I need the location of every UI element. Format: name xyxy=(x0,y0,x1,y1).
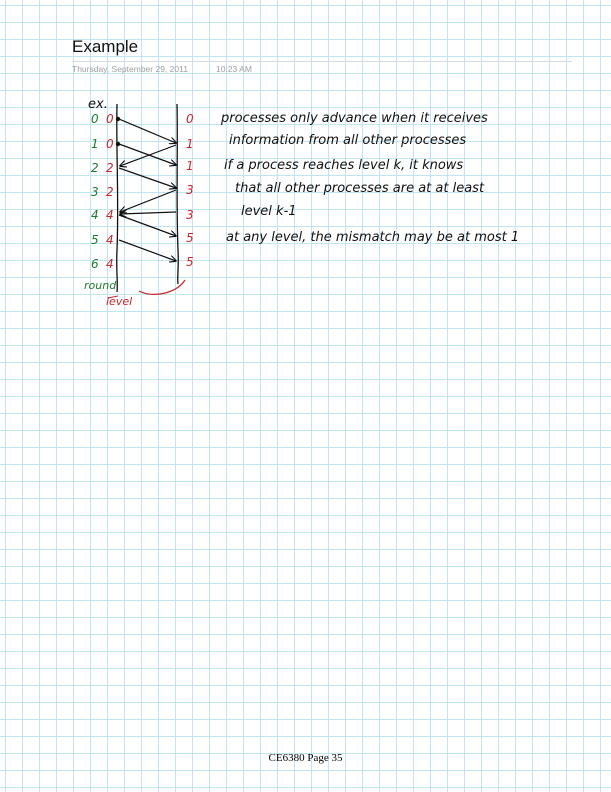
message-arrow xyxy=(119,168,176,188)
round-number: 4 xyxy=(91,208,99,222)
round-number: 0 xyxy=(91,112,99,126)
note-line: level k-1 xyxy=(241,204,297,219)
right-level-number: 5 xyxy=(186,231,194,245)
right-level-number: 3 xyxy=(186,208,194,222)
right-level-number: 3 xyxy=(186,183,194,197)
message-arrow xyxy=(120,190,176,212)
message-arrow xyxy=(120,145,176,166)
note-time: 10:23 AM xyxy=(216,64,252,74)
left-level-number: 0 xyxy=(106,137,114,151)
right-level-number: 0 xyxy=(186,112,194,126)
message-arrow xyxy=(119,119,176,143)
note-line: information from all other processes xyxy=(229,133,467,148)
note-date: Thursday, September 29, 2011 xyxy=(72,64,188,74)
message-arrow xyxy=(119,240,176,261)
round-number: 2 xyxy=(91,161,99,175)
message-arrow xyxy=(120,212,176,214)
left-level-number: 2 xyxy=(106,185,114,199)
process-timeline-left xyxy=(117,104,118,292)
left-level-number: 4 xyxy=(106,208,114,222)
left-level-number: 2 xyxy=(106,161,114,175)
page-footer: CE6380 Page 35 xyxy=(268,752,343,764)
round-axis-label: round xyxy=(84,279,117,292)
round-number: 5 xyxy=(91,233,99,247)
note-line: at any level, the mismatch may be at most 1 xyxy=(226,230,520,245)
level-axis-label: level xyxy=(106,295,133,308)
message-arrow xyxy=(119,144,176,165)
note-line: that all other processes are at at least xyxy=(235,181,485,196)
message-arrow xyxy=(119,215,176,236)
note-line: if a process reaches level k, it knows xyxy=(224,158,464,173)
right-level-number: 5 xyxy=(186,255,194,269)
left-level-number: 0 xyxy=(106,112,114,126)
left-level-number: 4 xyxy=(106,257,114,271)
right-level-number: 1 xyxy=(186,159,194,173)
note-line: processes only advance when it receives xyxy=(221,111,488,126)
left-level-number: 4 xyxy=(106,233,114,247)
note-title: Example xyxy=(72,37,139,56)
process-timeline-right xyxy=(177,104,178,284)
round-number: 1 xyxy=(91,137,99,151)
round-number: 6 xyxy=(91,257,99,271)
example-label: ex. xyxy=(88,97,108,112)
right-level-number: 1 xyxy=(186,137,194,151)
round-number: 3 xyxy=(91,185,99,199)
